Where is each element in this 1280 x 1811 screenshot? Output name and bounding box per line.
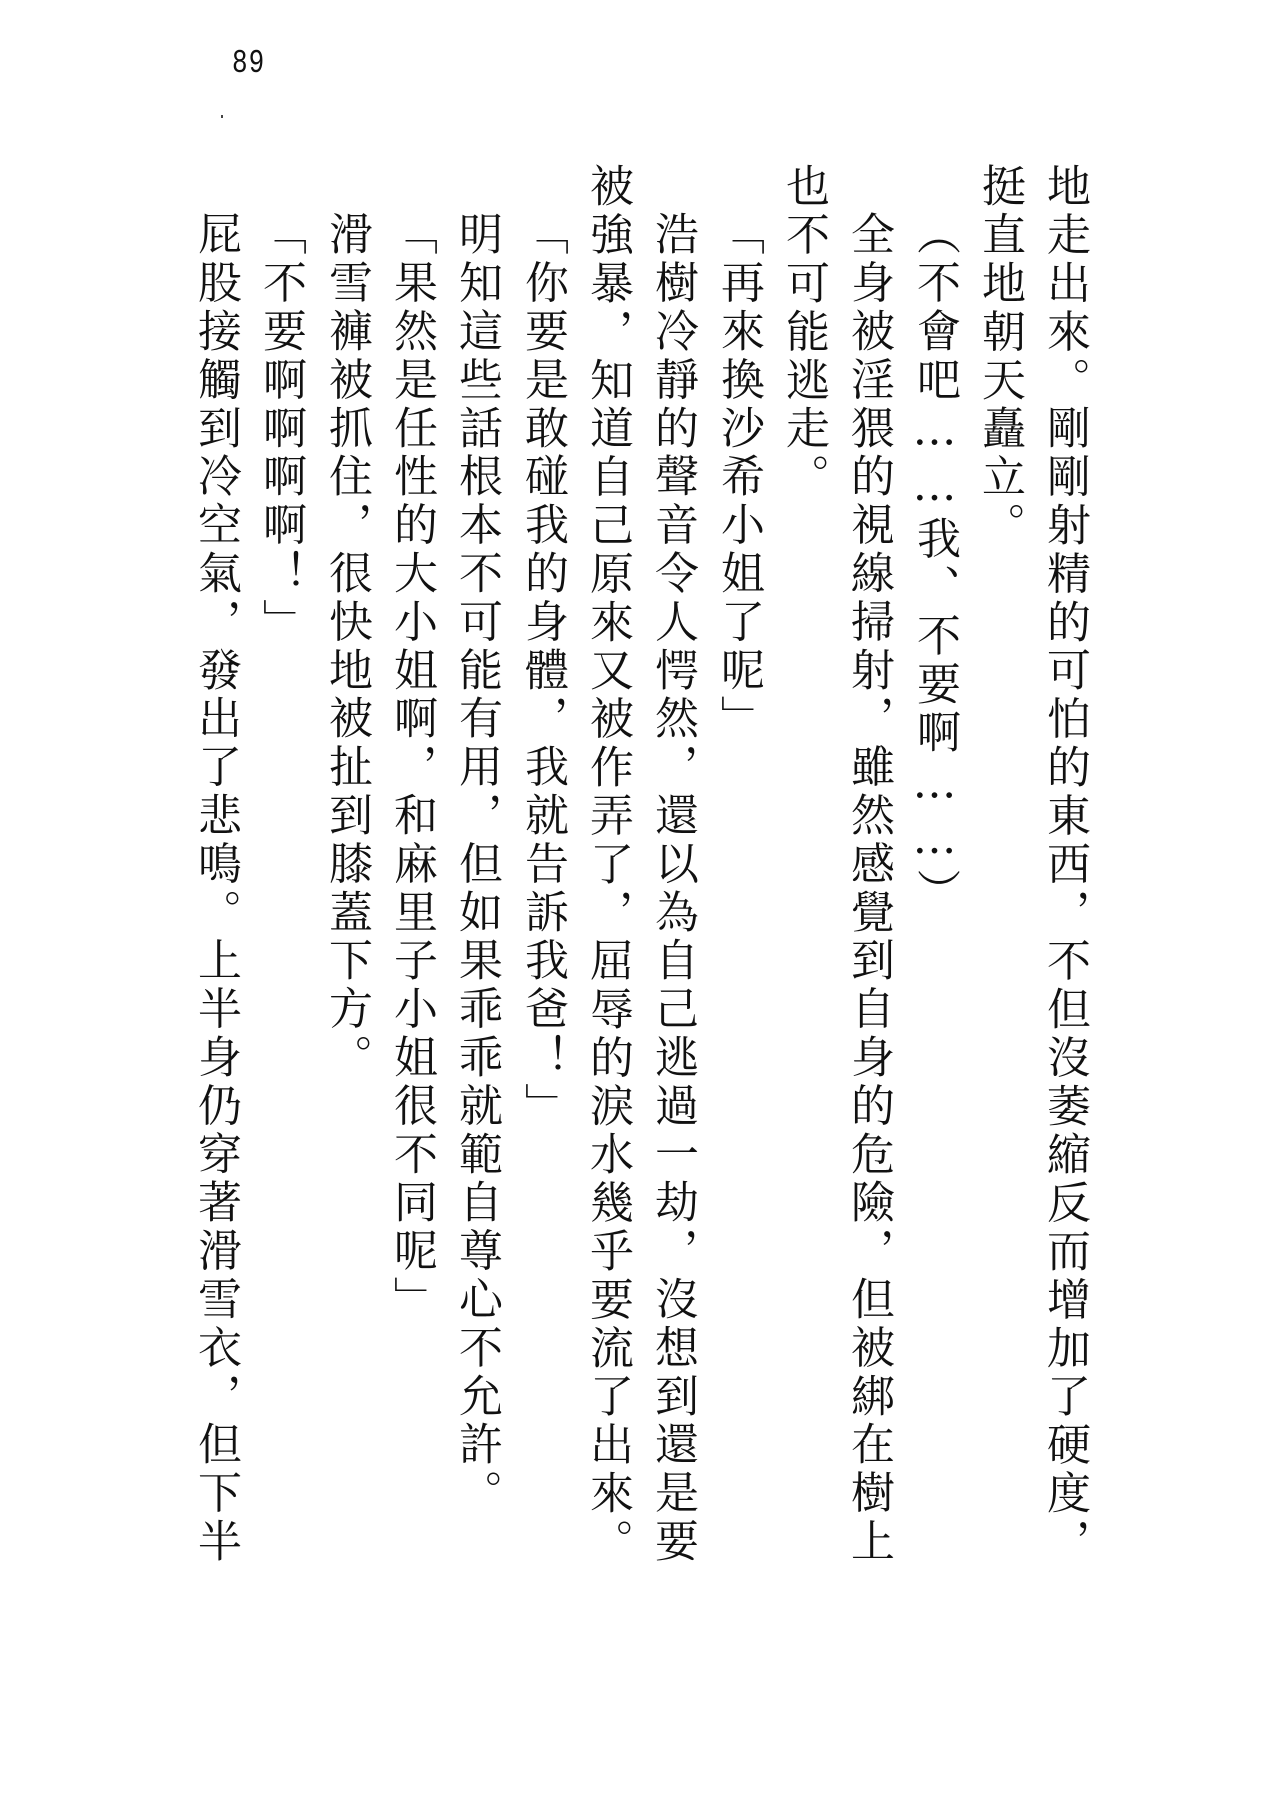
text-column: 也不可能逃走。 <box>778 163 829 502</box>
text-column: （不會吧……我、不要啊……） <box>909 211 960 917</box>
text-column: 「你要是敢碰我的身體，我就告訴我爸！」 <box>517 211 568 1131</box>
text-column: 被強暴，知道自己原來又被作弄了，屈辱的淚水幾乎要流了出來。 <box>582 163 633 1567</box>
text-column: 「不要啊啊啊啊！」 <box>255 211 306 647</box>
text-column: 地走出來。剛剛射精的可怕的東西，不但沒萎縮反而增加了硬度， <box>1039 163 1090 1567</box>
page-number: 89 <box>232 43 266 83</box>
text-column: 屁股接觸到冷空氣，發出了悲鳴。上半身仍穿著滑雪衣，但下半 <box>190 211 241 1567</box>
text-column: 「果然是任性的大小姐啊，和麻里子小姐很不同呢」 <box>386 211 437 1325</box>
text-column: 浩樹冷靜的聲音令人愕然，還以為自己逃過一劫，沒想到還是要 <box>647 211 698 1567</box>
text-column: 明知這些話根本不可能有用，但如果乖乖就範自尊心不允許。 <box>451 211 502 1518</box>
scan-speck <box>221 115 223 118</box>
text-column: 挺直地朝天矗立。 <box>974 163 1025 551</box>
text-column: 滑雪褲被抓住，很快地被扯到膝蓋下方。 <box>321 211 372 1083</box>
text-column: 全身被淫猥的視線掃射，雖然感覺到自身的危險，但被綁在樹上 <box>843 211 894 1567</box>
text-column: 「再來換沙希小姐了呢」 <box>713 211 764 744</box>
